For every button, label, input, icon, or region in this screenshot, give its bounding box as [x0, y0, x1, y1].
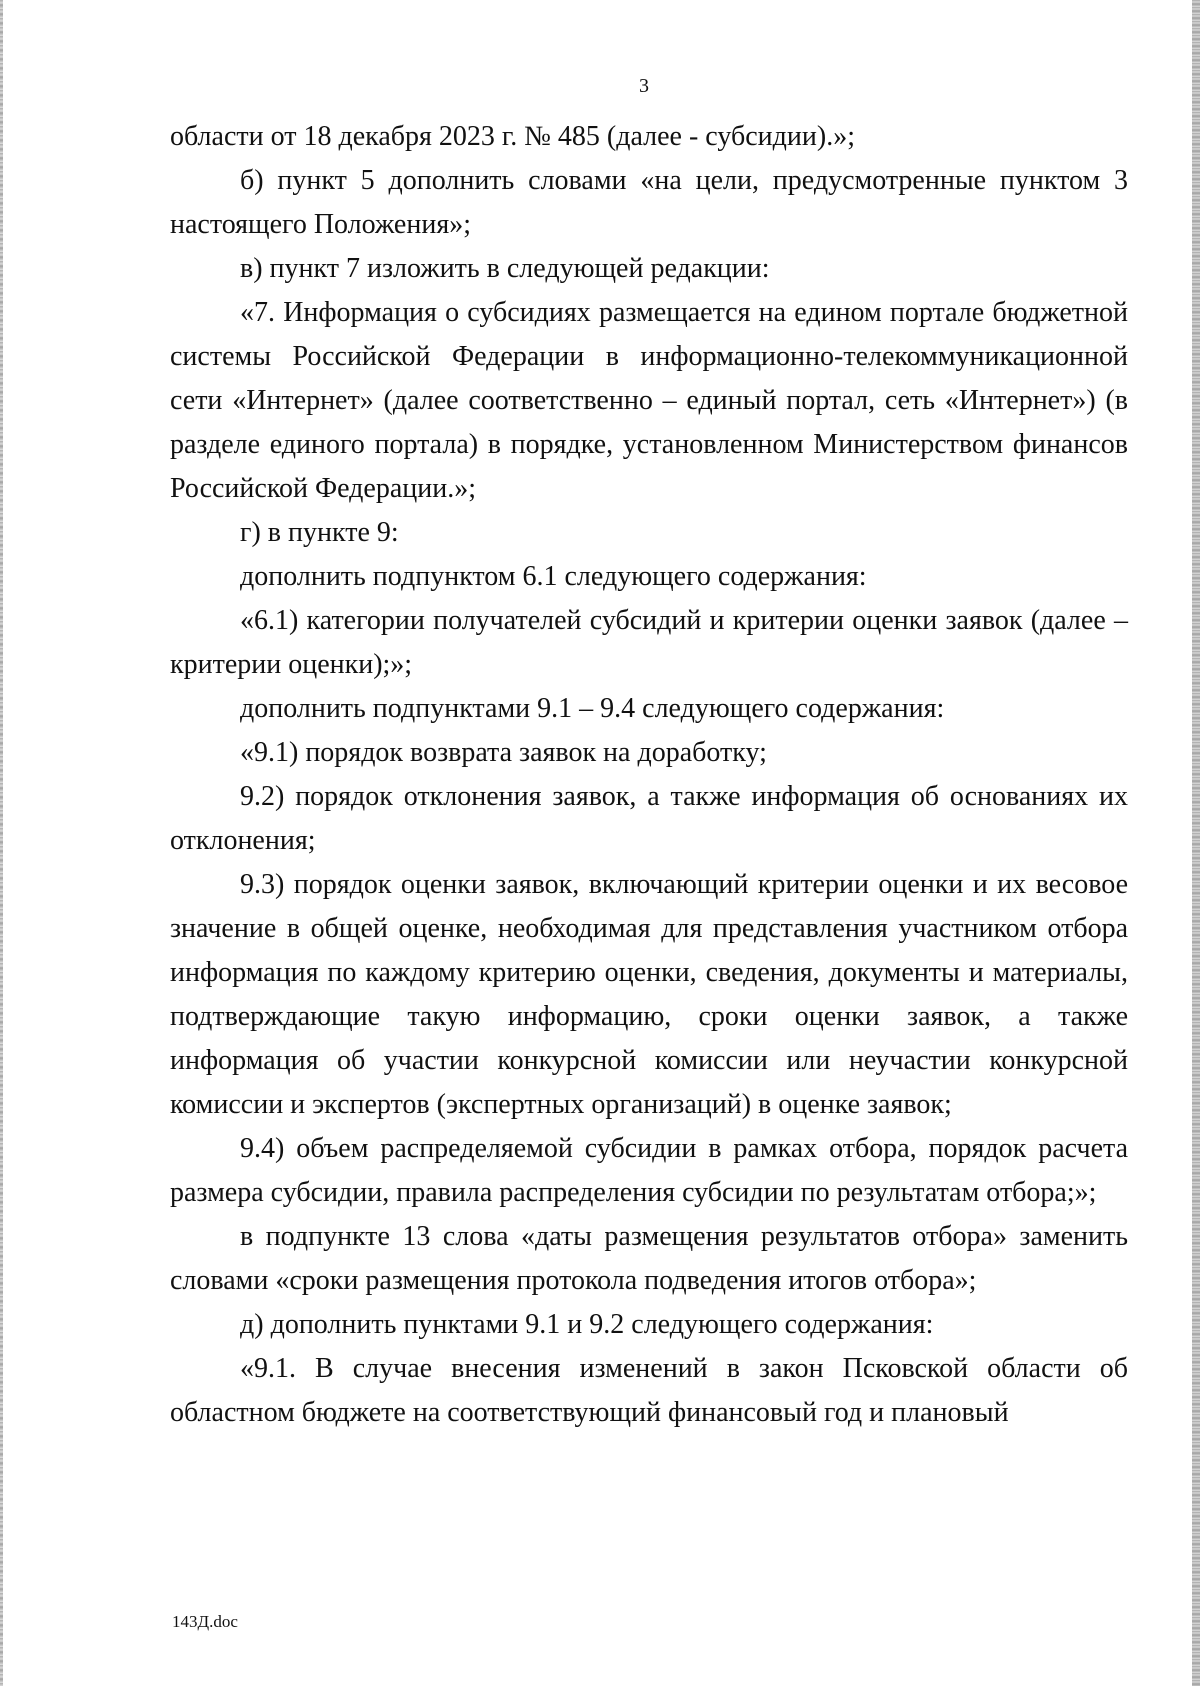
paragraph-6: дополнить подпунктом 6.1 следующего содержания: — [240, 561, 867, 592]
paragraph-1: области от 18 декабря 2023 г. № 485 (далее - субсидии).»; — [170, 121, 855, 152]
paragraph-10: 9.2) порядок отклонения заявок, а также информация об основаниях их отклонения; — [170, 781, 1128, 856]
paragraph-7: «6.1) категории получателей субсидий и критерии оценки заявок (далее – критерии оценки);»; — [170, 605, 1128, 680]
scan-edge-left — [0, 0, 3, 1686]
paragraph-9: «9.1) порядок возврата заявок на доработку; — [240, 737, 767, 768]
paragraph-2: б) пункт 5 дополнить словами «на цели, предусмотренные пунктом 3 настоящего Положения»; — [170, 165, 1128, 240]
paragraph-11: 9.3) порядок оценки заявок, включающий критерии оценки и их весовое значение в общей оценке, необходимая для представления участником отбора информация по каждому критерию оценки, сведения, документы и материалы, подтверждающие такую информацию, сроки оценки заявок, а также информация об участии конкурсной комиссии или неучастии конкурсной комиссии и экспертов (экспертных организаций) в оценке заявок; — [170, 869, 1128, 1120]
paragraph-4: «7. Информация о субсидиях размещается на едином портале бюджетной системы Российской Федерации в информационно-телекоммуникационной сети «Интернет» (далее соответственно – единый портал, сеть «Интернет») (в разделе единого портала) в порядке, установленном Министерством финансов Российской Федерации.»; — [170, 297, 1128, 504]
document-body — [170, 115, 1128, 1435]
paragraph-3: в) пункт 7 изложить в следующей редакции: — [240, 253, 770, 284]
paragraph-13: в подпункте 13 слова «даты размещения результатов отбора» заменить словами «сроки размещения протокола подведения итогов отбора»; — [170, 1221, 1128, 1296]
paragraph-15: «9.1. В случае внесения изменений в закон Псковской области об областном бюджете на соответствующий финансовый год и плановый — [170, 1353, 1128, 1428]
scan-edge-right — [1192, 0, 1200, 1686]
paragraph-8: дополнить подпунктами 9.1 – 9.4 следующего содержания: — [240, 693, 945, 724]
page-number: 3 — [639, 75, 649, 97]
paragraph-12: 9.4) объем распределяемой субсидии в рамках отбора, порядок расчета размера субсидии, правила распределения субсидии по результатам отбора;»; — [170, 1133, 1128, 1208]
paragraph-5: г) в пункте 9: — [240, 517, 399, 548]
footer-filename: 143Д.doc — [172, 1612, 238, 1631]
paragraph-14: д) дополнить пунктами 9.1 и 9.2 следующего содержания: — [240, 1309, 934, 1340]
